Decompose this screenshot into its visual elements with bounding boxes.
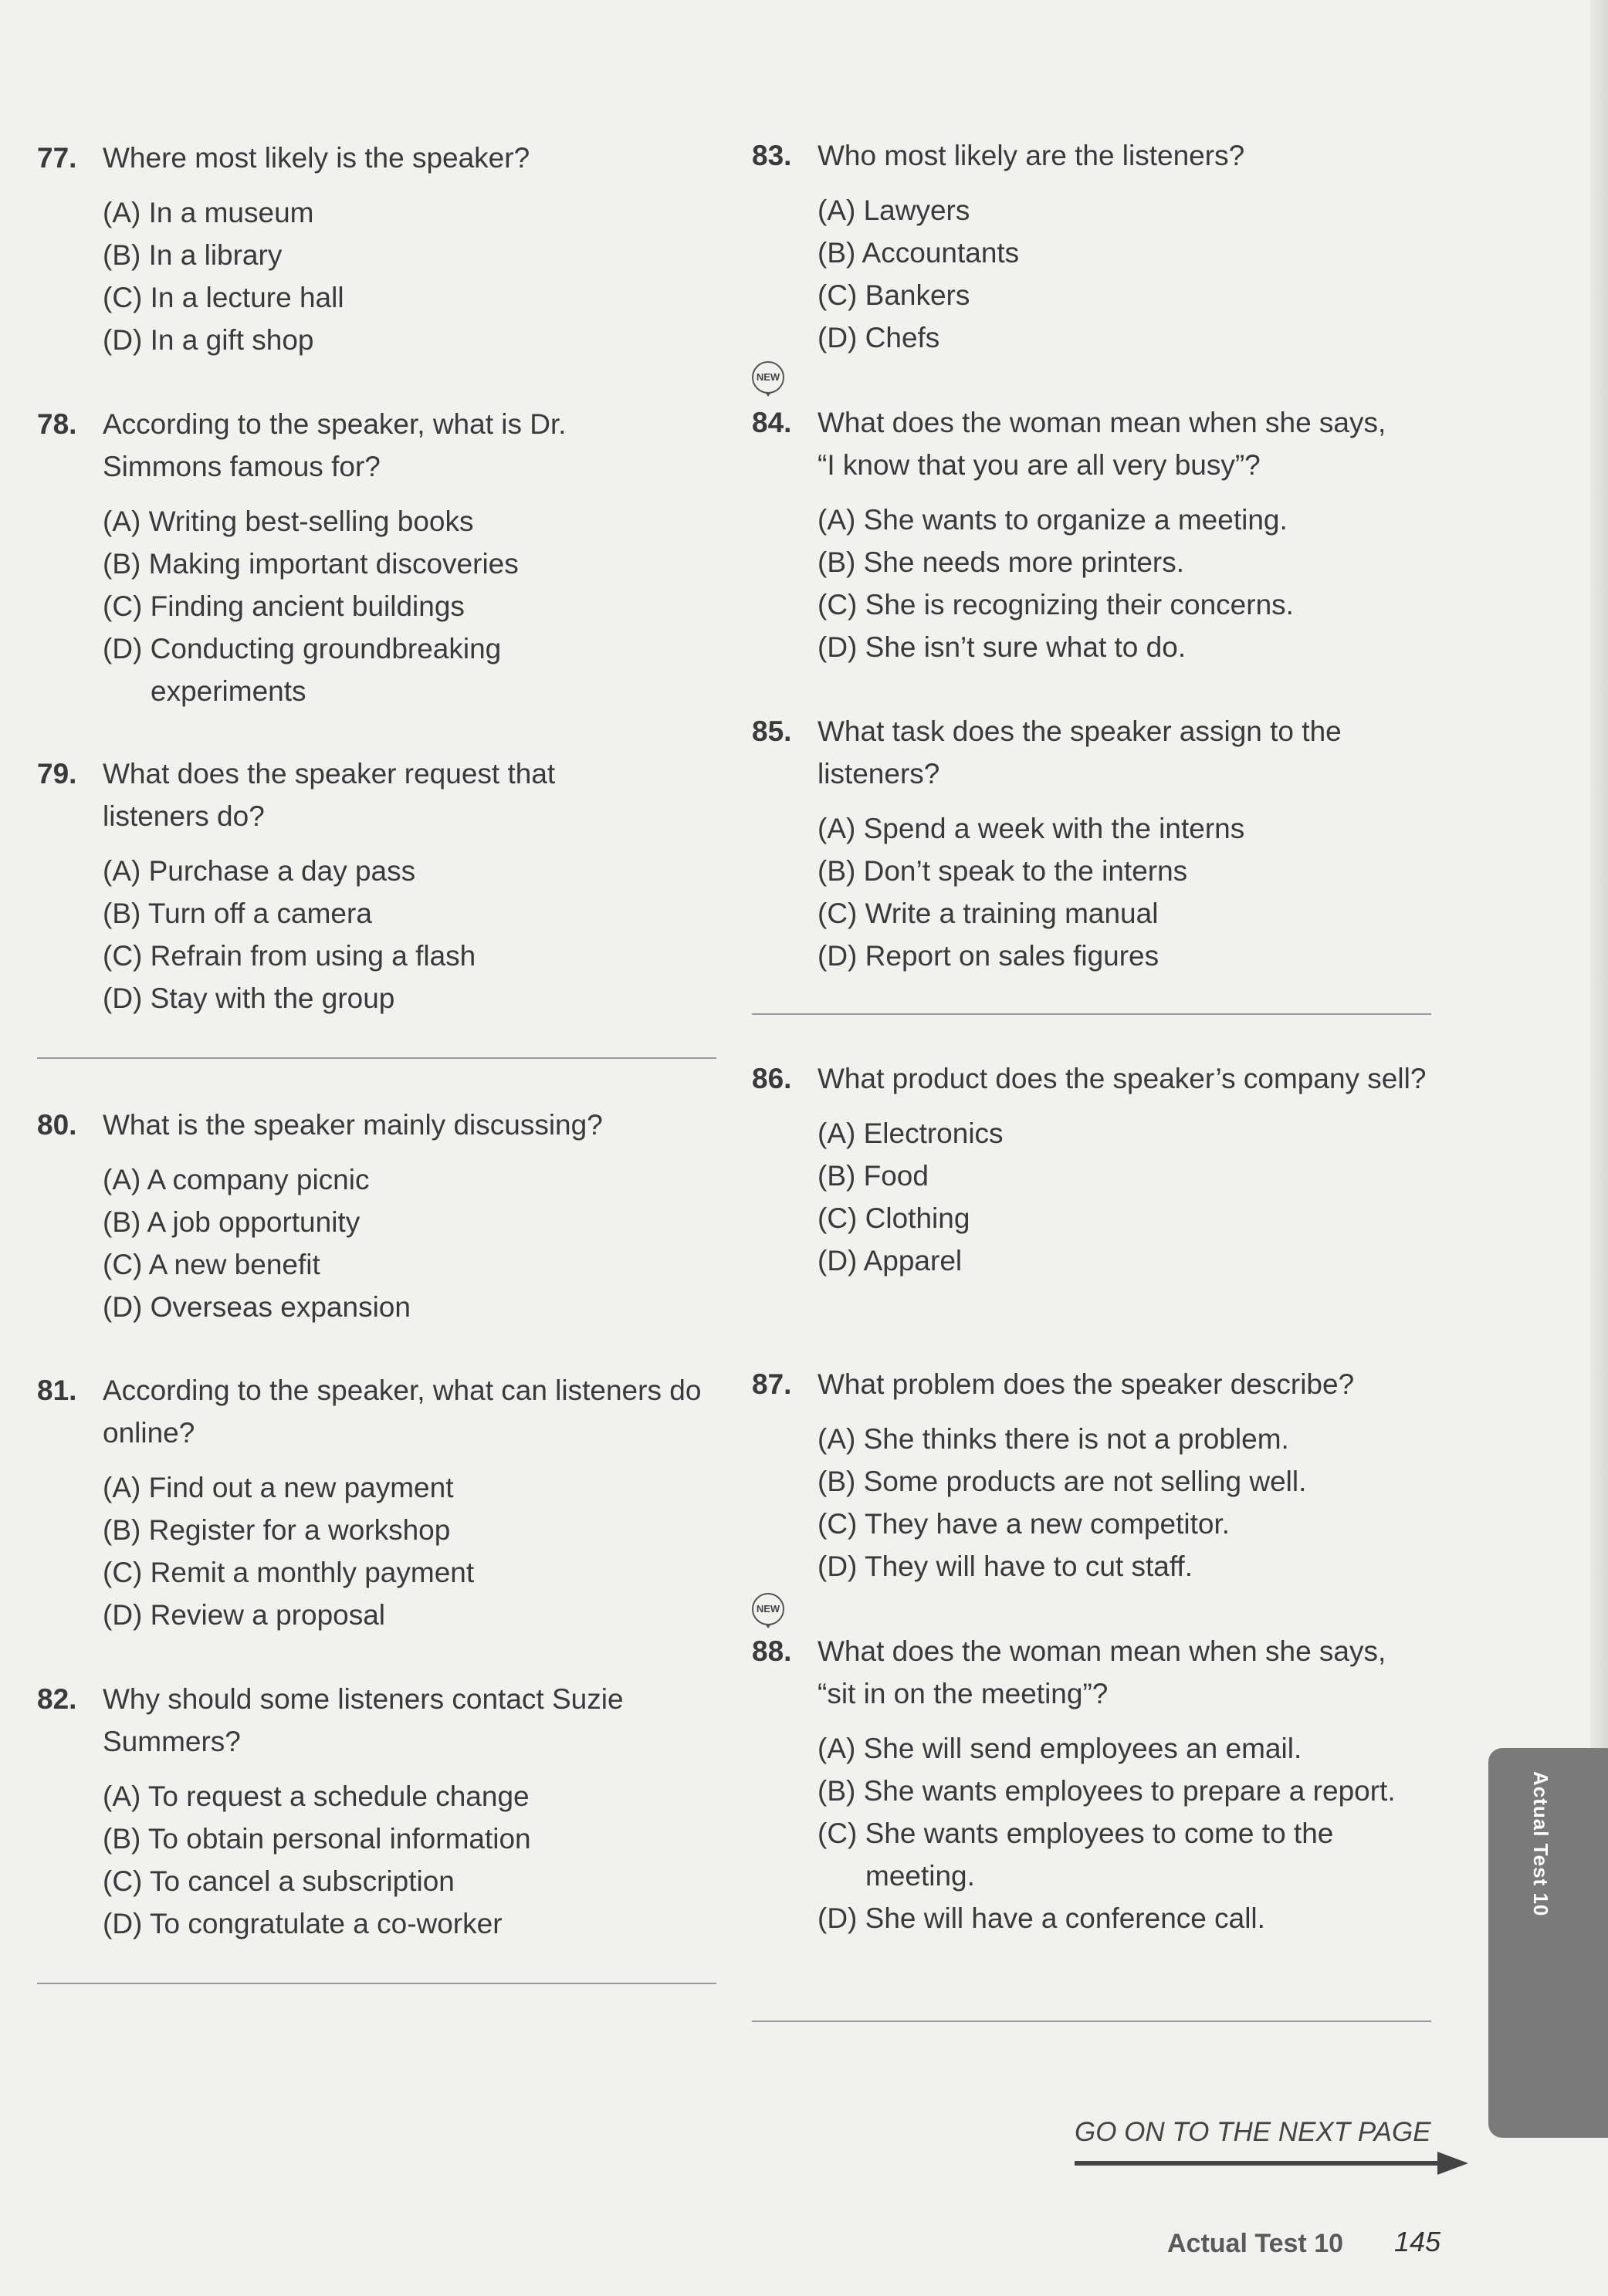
option-b: (B) Food [818, 1160, 929, 1192]
option-c: (C) Write a training manual [818, 898, 1159, 929]
question-text: According to the speaker, what can listeners do online? [103, 1375, 702, 1449]
section-divider [752, 2020, 1431, 2022]
section-divider [752, 1013, 1431, 1015]
option-c: (C) She is recognizing their concerns. [818, 589, 1294, 620]
question-number: 79. [37, 758, 77, 790]
option-d: (D) Apparel [818, 1245, 963, 1276]
option-c: (C) Remit a monthly payment [103, 1557, 475, 1588]
new-icon: NEW [752, 361, 784, 394]
question-number: 80. [37, 1109, 77, 1141]
option-b: (B) Register for a workshop [103, 1514, 451, 1546]
question-78 [37, 403, 716, 712]
question-number: 81. [37, 1375, 77, 1406]
option-b: (B) She wants employees to prepare a report. [818, 1775, 1396, 1807]
option-a: (A) Find out a new payment [103, 1472, 454, 1503]
option-a: (A) A company picnic [103, 1164, 370, 1195]
question-84 [752, 401, 1439, 668]
option-b: (B) To obtain personal information [103, 1823, 531, 1855]
question-82 [37, 1678, 716, 1945]
question-text: What does the speaker request that listeners do? [103, 758, 556, 832]
question-text: Who most likely are the listeners? [818, 140, 1245, 171]
option-d: (D) In a gift shop [103, 324, 314, 356]
side-tab-label: Actual Test 10 [1529, 1771, 1552, 1917]
option-d: (D) To congratulate a co-worker [103, 1908, 503, 1939]
next-page-label: GO ON TO THE NEXT PAGE [1075, 2117, 1431, 2147]
option-a: (A) She thinks there is not a problem. [818, 1423, 1289, 1455]
option-d: (D) Chefs [818, 322, 940, 353]
question-text: What product does the speaker’s company sell? [818, 1063, 1427, 1094]
new-badge [752, 361, 787, 397]
option-d: (D) Report on sales figures [818, 940, 1159, 972]
option-b: (B) Some products are not selling well. [818, 1466, 1307, 1497]
section-side-tab [1488, 1748, 1608, 2138]
option-d: (D) They will have to cut staff. [818, 1550, 1193, 1582]
question-text: What problem does the speaker describe? [818, 1368, 1355, 1400]
option-c: (C) To cancel a subscription [103, 1865, 455, 1897]
option-d: (D) Overseas expansion [103, 1291, 411, 1323]
question-80 [37, 1104, 716, 1328]
question-number: 88. [752, 1635, 792, 1667]
section-divider [37, 1057, 716, 1059]
option-c: (C) In a lecture hall [103, 282, 344, 313]
option-c: (C) Finding ancient buildings [103, 590, 465, 622]
option-a: (A) Electronics [818, 1118, 1004, 1149]
option-d: (D) She will have a conference call. [818, 1902, 1265, 1934]
question-text: Why should some listeners contact Suzie Summers? [103, 1683, 624, 1757]
option-c: (C) Bankers [818, 279, 970, 311]
question-text: What does the woman mean when she says, “I know that you are all very busy”? [818, 407, 1386, 481]
option-a: (A) Writing best-selling books [103, 506, 474, 537]
question-79 [37, 752, 716, 1020]
question-number: 78. [37, 408, 77, 440]
new-icon: NEW [752, 1593, 784, 1625]
option-c: (C) She wants employees to come to the meeting. [818, 1818, 1334, 1892]
question-number: 85. [752, 715, 792, 747]
option-d: (D) Conducting groundbreaking experiments [103, 633, 502, 707]
option-a: (A) Lawyers [818, 194, 970, 226]
question-88 [752, 1630, 1439, 1939]
option-c: (C) Clothing [818, 1202, 970, 1234]
question-number: 84. [752, 407, 792, 438]
page-number: 145 [1394, 2226, 1441, 2257]
option-b: (B) She needs more printers. [818, 546, 1185, 578]
question-85 [752, 710, 1439, 977]
option-a: (A) Purchase a day pass [103, 855, 416, 887]
question-number: 77. [37, 142, 77, 174]
arrow-right-icon [1075, 2152, 1468, 2175]
question-86 [752, 1057, 1439, 1282]
question-number: 86. [752, 1063, 792, 1094]
option-b: (B) A job opportunity [103, 1206, 361, 1238]
option-c: (C) They have a new competitor. [818, 1508, 1231, 1540]
question-text: What is the speaker mainly discussing? [103, 1109, 603, 1141]
option-d: (D) She isn’t sure what to do. [818, 631, 1187, 663]
option-b: (B) Accountants [818, 237, 1020, 269]
option-d: (D) Review a proposal [103, 1599, 386, 1631]
option-a: (A) To request a schedule change [103, 1780, 530, 1812]
question-text: Where most likely is the speaker? [103, 142, 530, 174]
option-b: (B) Making important discoveries [103, 548, 519, 580]
option-a: (A) In a museum [103, 197, 314, 228]
question-text: What does the woman mean when she says, “sit in on the meeting”? [818, 1635, 1386, 1709]
question-87 [752, 1363, 1439, 1588]
option-d: (D) Stay with the group [103, 982, 395, 1014]
footer-test-label: Actual Test 10 [1167, 2229, 1344, 2258]
question-number: 83. [752, 140, 792, 171]
option-a: (A) She wants to organize a meeting. [818, 504, 1288, 536]
question-81 [37, 1369, 716, 1636]
new-badge [752, 1593, 787, 1628]
option-b: (B) In a library [103, 239, 283, 271]
option-c: (C) A new benefit [103, 1249, 320, 1280]
question-number: 82. [37, 1683, 77, 1715]
question-text: According to the speaker, what is Dr. Simmons famous for? [103, 408, 567, 482]
question-83 [752, 134, 1439, 359]
option-a: (A) She will send employees an email. [818, 1733, 1302, 1764]
option-b: (B) Turn off a camera [103, 898, 372, 929]
question-text: What task does the speaker assign to the listeners? [818, 715, 1342, 790]
option-a: (A) Spend a week with the interns [818, 813, 1245, 844]
page-edge [1590, 0, 1608, 1748]
question-number: 87. [752, 1368, 792, 1400]
option-c: (C) Refrain from using a flash [103, 940, 476, 972]
question-77 [37, 137, 716, 361]
section-divider [37, 1983, 716, 1984]
option-b: (B) Don’t speak to the interns [818, 855, 1188, 887]
